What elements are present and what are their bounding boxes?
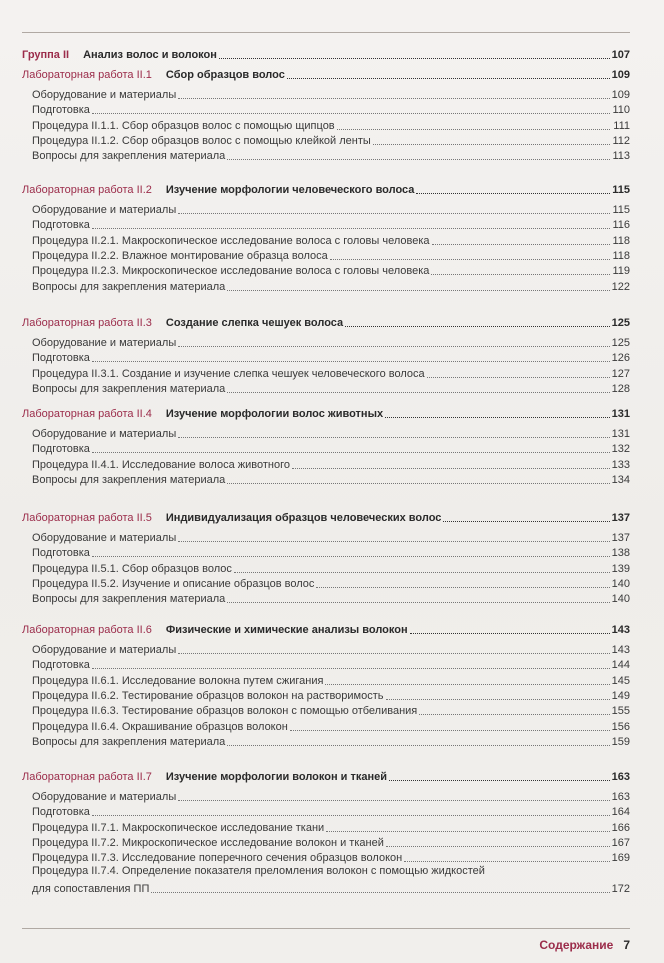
toc-entry[interactable] [32,425,630,441]
toc-entry[interactable] [32,819,630,835]
toc-entry[interactable] [32,687,630,703]
dot-leader [178,799,609,801]
toc-lab-title-wrap [22,69,285,82]
dot-leader [92,360,610,362]
toc-entry[interactable] [32,544,630,560]
toc-entry-text: Вопросы для закрепления материала [32,593,226,606]
toc-lab-heading[interactable] [22,768,630,784]
toc-entry[interactable] [32,262,630,278]
toc-lab-prefix: Лабораторная работа II.5 [22,512,152,524]
toc-entry-text: Вопросы для закрепления материала [32,280,226,293]
dot-leader [92,814,610,816]
toc-entry[interactable] [32,380,630,396]
toc-entry[interactable] [32,788,630,804]
toc-entry-text: Подготовка [32,443,90,456]
toc-lab-prefix: Лабораторная работа II.6 [22,624,152,636]
dot-leader [178,212,610,214]
dot-leader [219,57,610,59]
dot-leader [427,376,610,378]
toc-entry-page: 145 [611,674,630,687]
toc-entry-text: Подготовка [32,659,90,672]
dot-leader [227,158,610,160]
dot-leader [386,698,610,700]
dot-leader [389,779,610,781]
dot-leader [410,632,610,634]
dot-leader [330,258,610,260]
toc-lab-title-wrap [22,512,441,525]
dot-leader [178,97,609,99]
toc-entry-text: Процедура II.4.1. Исследование волоса животного [32,458,290,471]
toc-entry-text: Подготовка [32,219,90,232]
toc-entry-text: Процедура II.2.3. Микроскопическое исследование волоса с головы человека [32,265,430,278]
toc-entry[interactable] [32,86,630,102]
dot-leader [404,860,609,862]
toc-lab-page: 125 [611,317,630,329]
toc-entry[interactable] [32,575,630,591]
toc-entry-page: 132 [611,443,630,456]
toc-entry-text: Процедура II.7.3. Исследование поперечного сечения образцов волокон [32,852,403,865]
toc-entry-text: Оборудование и материалы [32,204,177,216]
toc-entry-page: 149 [611,689,630,702]
dot-leader [178,652,609,654]
toc-lab-title-wrap [22,624,408,637]
dot-leader [432,243,611,245]
toc-lab-title-wrap [22,408,383,421]
toc-entry-page: 138 [611,547,630,560]
dot-leader [92,555,610,557]
toc-entry-page: 133 [611,458,630,471]
toc-entry[interactable] [32,334,630,350]
dot-leader [92,227,610,229]
dot-leader [178,345,609,347]
toc-lab-title: Изучение морфологии волос животных [165,408,384,420]
toc-lab-title-wrap [22,771,387,784]
toc-entry-text: Оборудование и материалы [32,791,177,803]
toc-group-page: 107 [611,49,630,61]
toc-group-heading[interactable] [22,46,630,62]
toc-entry[interactable] [32,201,630,217]
toc-entry-text: Процедура II.5.2. Изучение и описание образцов волос [32,577,315,590]
dot-leader [92,667,610,669]
toc-entry-page: 126 [611,352,630,365]
toc-entry-text: Процедура II.2.2. Влажное монтирование образца волоса [32,249,328,262]
toc-entry-text: Процедура II.6.3. Тестирование образцов волокон с помощью отбеливания [32,705,418,718]
dot-leader [431,273,610,275]
toc-lab-page: 137 [611,512,630,524]
toc-entry-page: 128 [611,382,630,395]
toc-entry-page: 140 [611,577,630,590]
toc-entry-page: 109 [611,89,630,101]
toc-entry-page: 116 [612,219,630,232]
toc-entry[interactable] [32,247,630,263]
toc-entry[interactable] [32,803,630,819]
toc-entry-page: 125 [611,337,630,349]
dot-leader [316,586,609,588]
toc-entry-page: 134 [611,473,630,486]
toc-entry[interactable] [32,849,630,865]
toc-entry-page: 137 [611,532,630,544]
toc-lab-prefix: Лабораторная работа II.4 [22,408,152,420]
toc-entry-text: Вопросы для закрепления материала [32,150,226,163]
footer-page-number: 7 [623,938,630,952]
toc-entry[interactable] [32,117,630,133]
toc-entry-text: Процедура II.5.1. Сбор образцов волос [32,562,232,575]
toc-entry[interactable] [32,560,630,576]
toc-entry-page: 115 [612,204,630,216]
toc-entry-text-wrapped[interactable]: Процедура II.7.4. Определение показателя преломления волокон с помощью жидкостей [32,864,485,877]
toc-entry[interactable] [32,702,630,718]
toc-lab-title: Создание слепка чешуек волоса [165,317,344,329]
toc-entry[interactable] [32,733,630,749]
toc-entry-text: Вопросы для закрепления материала [32,735,226,748]
toc-entry[interactable] [32,147,630,163]
toc-entry-page: 167 [611,836,630,849]
toc-entry-text: Процедура II.6.4. Окрашивание образцов волокон [32,720,288,733]
toc-entry[interactable] [32,278,630,294]
dot-leader [227,289,609,291]
dot-leader [178,436,609,438]
toc-entry-page: 172 [611,882,630,895]
toc-lab-prefix: Лабораторная работа II.2 [22,184,152,196]
toc-lab-heading[interactable] [22,509,630,525]
toc-lab-heading[interactable] [22,314,630,330]
toc-entry-text: Процедура II.6.2. Тестирование образцов волокон на растворимость [32,689,384,702]
toc-entry-page: 156 [611,720,630,733]
toc-entry-text: Вопросы для закрепления материала [32,473,226,486]
toc-lab-title: Изучение морфологии волокон и тканей [165,771,388,783]
toc-entry-text: Процедура II.1.1. Сбор образцов волос с помощью щипцов [32,119,335,132]
toc-entry-text: Подготовка [32,104,90,117]
toc-entry-page: 118 [612,234,630,247]
toc-entry[interactable] [32,718,630,734]
toc-entry[interactable] [32,216,630,232]
dot-leader [386,845,610,847]
dot-leader [151,891,609,893]
toc-lab-page: 109 [611,69,630,81]
toc-entry[interactable] [32,365,630,381]
toc-entry-text: Подготовка [32,806,90,819]
toc-entry-page: 166 [611,821,630,834]
toc-entry-text: для сопоставления ПП [32,882,150,895]
toc-entry-text: Оборудование и материалы [32,337,177,349]
toc-entry-page: 112 [612,134,630,147]
toc-entry-text: Процедура II.7.1. Макроскопическое исследование ткани [32,821,325,834]
toc-entry[interactable] [32,471,630,487]
toc-lab-page: 131 [611,408,630,420]
toc-entry-page: 113 [612,150,630,163]
dot-leader [373,143,610,145]
dot-leader [385,416,610,418]
toc-entry-text: Оборудование и материалы [32,532,177,544]
toc-entry-text: Процедура II.3.1. Создание и изучение слепка чешуек человеческого волоса [32,367,425,380]
top-rule [22,32,630,33]
toc-entry[interactable] [32,880,630,896]
toc-entry-page: 110 [612,104,630,117]
dot-leader [416,192,610,194]
dot-leader [345,325,610,327]
bottom-rule [22,928,630,929]
dot-leader [325,683,609,685]
dot-leader [234,571,610,573]
toc-entry-text: Процедура II.7.2. Микроскопическое исследование волокон и тканей [32,836,384,849]
toc-entry[interactable] [32,834,630,850]
toc-entry-text: Подготовка [32,547,90,560]
toc-entry-page: 139 [611,562,630,575]
toc-lab-heading[interactable] [22,181,630,197]
toc-entry[interactable] [32,641,630,657]
toc-entry-text: Оборудование и материалы [32,89,177,101]
toc-entry-page: 118 [612,249,630,262]
toc-entry[interactable] [32,590,630,606]
toc-entry[interactable] [32,656,630,672]
dot-leader [227,601,609,603]
toc-entry[interactable] [32,672,630,688]
toc-entry-page: 131 [611,428,630,440]
toc-lab-prefix: Лабораторная работа II.7 [22,771,152,783]
toc-entry-text: Процедура II.2.1. Макроскопическое исследование волоса с головы человека [32,234,430,247]
toc-entry-page: 111 [613,119,630,132]
toc-entry-page: 169 [611,852,630,865]
toc-entry-text: Оборудование и материалы [32,428,177,440]
toc-lab-title: Изучение морфологии человеческого волоса [165,184,415,196]
toc-entry[interactable] [32,440,630,456]
toc-entry-page: 144 [611,659,630,672]
toc-group-title: Анализ волос и волокон [83,49,217,61]
toc-entry[interactable] [32,132,630,148]
toc-entry[interactable] [32,529,630,545]
dot-leader [287,77,610,79]
dot-leader [290,729,610,731]
toc-entry-page: 159 [611,735,630,748]
toc-lab-title: Сбор образцов волос [165,69,285,81]
dot-leader [326,830,609,832]
toc-entry-text: Вопросы для закрепления материала [32,382,226,395]
page-footer [539,938,630,952]
toc-lab-title-wrap [22,317,343,330]
dot-leader [227,482,609,484]
toc-entry-text: Подготовка [32,352,90,365]
toc-group-prefix: Группа II [22,49,70,61]
toc-lab-heading[interactable] [22,66,630,82]
dot-leader [227,391,609,393]
toc-lab-title: Индивидуализация образцов человеческих волос [165,512,442,524]
toc-lab-heading[interactable] [22,405,630,421]
toc-lab-heading[interactable] [22,621,630,637]
toc-lab-page: 163 [611,771,630,783]
toc-entry-page: 119 [612,265,630,278]
dot-leader [227,744,609,746]
toc-entry-page: 122 [611,280,630,293]
dot-leader [178,540,609,542]
toc-entry-page: 163 [611,791,630,803]
toc-entry-page: 143 [611,644,630,656]
toc-entry-page: 155 [611,705,630,718]
toc-entry-page: 140 [611,593,630,606]
toc-entry[interactable] [32,349,630,365]
toc-entry-text: Процедура II.6.1. Исследование волокна путем сжигания [32,674,324,687]
toc-entry-text: Оборудование и материалы [32,644,177,656]
toc-entry[interactable] [32,101,630,117]
dot-leader [292,467,610,469]
dot-leader [419,713,609,715]
footer-section-label: Содержание [539,938,614,952]
toc-entry[interactable] [32,232,630,248]
toc-lab-title: Физические и химические анализы волокон [165,624,408,636]
toc-group-title-wrap [22,49,217,62]
dot-leader [443,520,609,522]
toc-entry-page: 164 [611,806,630,819]
toc-entry-page: 127 [611,367,630,380]
toc-lab-page: 115 [612,184,630,196]
toc-lab-prefix: Лабораторная работа II.3 [22,317,152,329]
dot-leader [92,112,610,114]
dot-leader [337,128,610,130]
toc-lab-prefix: Лабораторная работа II.1 [22,69,152,81]
toc-entry-text: Процедура II.1.2. Сбор образцов волос с помощью клейкой ленты [32,134,371,147]
toc-lab-page: 143 [611,624,630,636]
toc-entry[interactable] [32,456,630,472]
toc-lab-title-wrap [22,184,414,197]
dot-leader [92,451,610,453]
